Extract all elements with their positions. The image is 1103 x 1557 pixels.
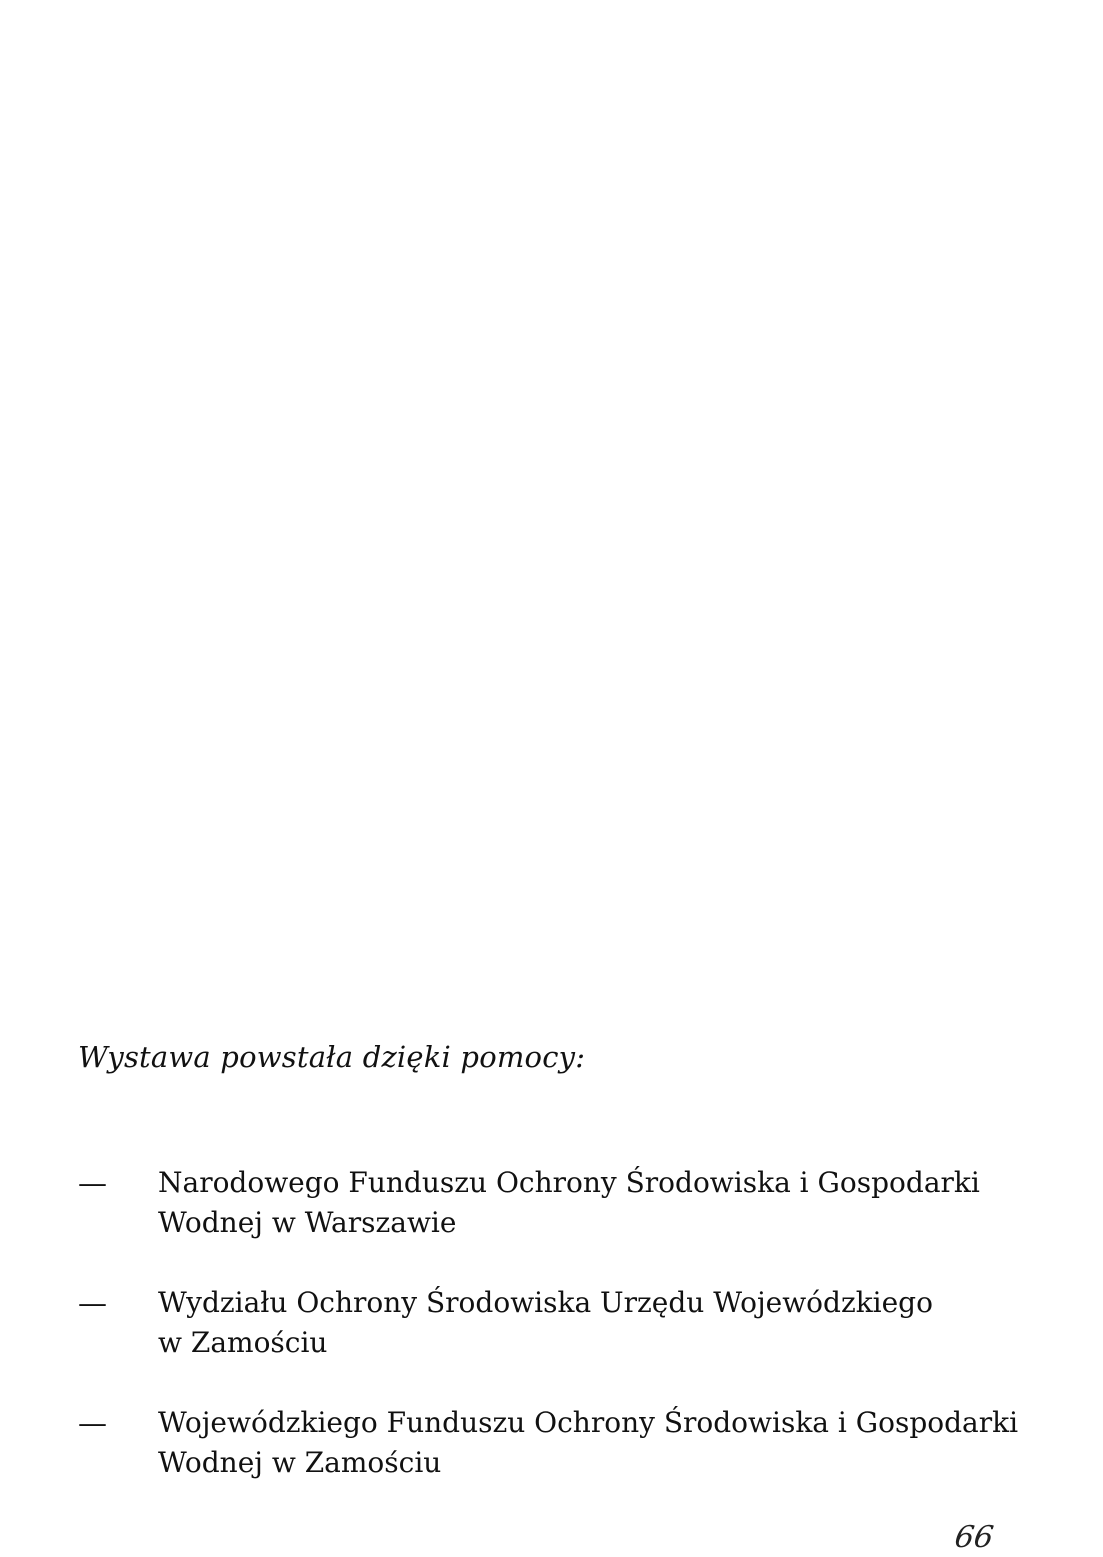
sponsor-line: Wodnej w Zamościu bbox=[158, 1446, 442, 1479]
sponsor-text bbox=[158, 1163, 1018, 1243]
sponsor-line: Wydziału Ochrony Środowiska Urzędu Wojewódzkiego bbox=[158, 1286, 933, 1319]
sponsor-line: Wojewódzkiego Funduszu Ochrony Środowiska i Gospodarki bbox=[158, 1406, 1019, 1439]
sponsor-list bbox=[78, 1163, 1038, 1523]
sponsor-line: w Zamościu bbox=[158, 1326, 328, 1359]
sponsor-text bbox=[158, 1283, 1018, 1363]
sponsor-item bbox=[78, 1163, 1038, 1283]
dash: — bbox=[78, 1166, 107, 1200]
heading: Wystawa powstała dzięki pomocy: bbox=[78, 1040, 586, 1074]
sponsor-line: Wodnej w Warszawie bbox=[158, 1206, 457, 1239]
dash: — bbox=[78, 1286, 107, 1320]
page-number: 66 bbox=[952, 1520, 996, 1555]
sponsor-item bbox=[78, 1403, 1038, 1523]
dash: — bbox=[78, 1406, 107, 1440]
sponsor-text bbox=[158, 1403, 1018, 1483]
sponsor-item bbox=[78, 1283, 1038, 1403]
sponsor-line: Narodowego Funduszu Ochrony Środowiska i Gospodarki bbox=[158, 1166, 980, 1199]
